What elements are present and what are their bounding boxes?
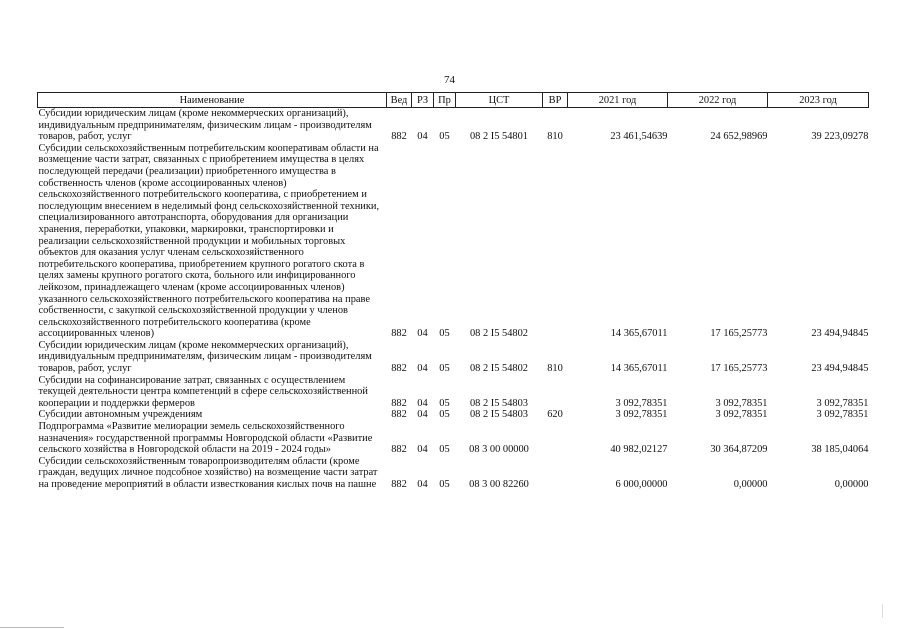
row-vr: [543, 143, 568, 340]
row-2021: 6 000,00000: [615, 479, 668, 490]
header-vr: ВР: [543, 93, 568, 108]
row-pr: 05: [439, 131, 450, 143]
row-cst: 08 2 I5 54802: [469, 328, 528, 340]
header-ved: Вед: [387, 93, 412, 108]
row-name: Субсидии автономным учреждениям: [38, 409, 203, 421]
row-cst: 08 2 I5 54803: [469, 397, 528, 409]
table-row: [38, 409, 869, 421]
row-2022: 3 092,78351: [715, 409, 768, 421]
row-ved: 882: [391, 409, 407, 421]
header-rz: РЗ: [412, 93, 434, 108]
row-2022: 3 092,78351: [715, 397, 768, 409]
row-pr: 05: [439, 409, 450, 421]
row-2022: 30 364,87209: [710, 444, 768, 456]
row-2023: 3 092,78351: [816, 409, 869, 421]
row-name: Субсидии юридическим лицам (кроме некоммерческих организаций), индивидуальным предпринимателям, физическим лицам - производителям товаров, работ, услуг: [38, 108, 372, 143]
table-row: [38, 108, 869, 143]
row-2023: 0,00000: [834, 479, 869, 490]
header-name: Наименование: [38, 93, 387, 108]
row-name: Субсидии юридическим лицам (кроме некоммерческих организаций), индивидуальным предпринимателям, физическим лицам - производителям товаров, работ, услуг: [38, 339, 372, 375]
row-pr: 05: [439, 397, 450, 409]
row-2022: 17 165,25773: [710, 328, 768, 340]
table-row: [38, 143, 869, 340]
row-2021: 14 365,67011: [610, 363, 668, 375]
row-2021: 23 461,54639: [610, 131, 668, 143]
row-pr: 05: [439, 479, 450, 490]
row-cst: 08 2 I5 54801: [469, 131, 528, 143]
header-2022: 2022 год: [668, 93, 768, 108]
row-2021: 3 092,78351: [615, 409, 668, 421]
row-rz: 04: [417, 479, 428, 490]
row-name: Подпрограмма «Развитие мелиорации земель сельскохозяйственного назначения» государственной программы Новгородской области «Развитие сельского хозяйства в Новгородской области на 2019 - 2024 годы»: [38, 421, 373, 456]
table-row: [38, 456, 869, 491]
row-rz: 04: [417, 397, 428, 409]
row-2022: 17 165,25773: [710, 363, 768, 375]
row-rz: 04: [417, 328, 428, 340]
row-2021: 3 092,78351: [615, 397, 668, 409]
row-vr: [543, 456, 568, 491]
table-row: [38, 375, 869, 410]
row-cst: 08 2 I5 54803: [469, 409, 528, 421]
header-cst: ЦСТ: [456, 93, 543, 108]
table-body: [38, 108, 869, 491]
row-pr: 05: [439, 328, 450, 340]
scan-edge-mark: [882, 604, 883, 618]
row-cst: 08 3 00 00000: [469, 444, 529, 456]
row-vr: [543, 375, 568, 410]
row-rz: 04: [417, 363, 428, 375]
table-row: [38, 340, 869, 375]
row-vr: 810: [547, 363, 563, 375]
scan-edge-line: [0, 627, 64, 628]
row-name: Субсидии сельскохозяйственным товаропроизводителям области (кроме граждан, ведущих личное подсобное хозяйство) на возмещение части затрат на проведение мероприятий в области известкования кислых почв на пашне: [38, 455, 378, 490]
row-2023: 39 223,09278: [811, 131, 869, 143]
row-name: Субсидии на софинансирование затрат, связанных с осуществлением текущей деятельности центра компетенций в сфере сельскохозяйственной кооперации и поддержки фермеров: [38, 374, 368, 409]
row-2023: 23 494,94845: [811, 328, 869, 340]
row-rz: 04: [417, 131, 428, 143]
row-cst: 08 2 I5 54802: [469, 363, 528, 375]
header-2023: 2023 год: [768, 93, 869, 108]
header-row: [38, 93, 869, 108]
row-2021: 40 982,02127: [610, 444, 668, 456]
row-ved: 882: [391, 328, 407, 340]
row-name: Субсидии сельскохозяйственным потребительским кооперативам области на возмещение части затрат, связанных с приобретением имущества в целях последующей передачи (реализации) приобретенного имущества в собственность членов (кроме ассоциированных членов) сельскохозяйственного потребительского кооператива, с приобретением и последующим внесением в неделимый фонд сельскохозяйственной техники, специализированного автотранспорта, оборудования для организации хранения, переработки, упаковки, маркировки, транспортировки и реализации сельскохозяйственной продукции и мобильных торговых объектов для оказания услуг членам сельскохозяйственного потребительского кооператива, приобретением крупного рогатого скота в целях замены крупного рогатого скота, больного или инфицированного лейкозом, принадлежащего членам (кроме ассоциированных членов) указанного сельскохозяйственного потребительского кооператива на праве собственности, с закупкой сельскохозяйственной продукции у членов сельскохозяйственного потребительского кооператива (кроме ассоциированных членов): [38, 142, 380, 340]
row-cst: 08 3 00 82260: [469, 479, 529, 490]
row-rz: 04: [417, 444, 428, 456]
table-header: [38, 93, 869, 108]
row-ved: 882: [391, 131, 407, 143]
row-2023: 3 092,78351: [816, 397, 869, 409]
row-pr: 05: [439, 363, 450, 375]
row-vr: 810: [547, 131, 563, 143]
row-ved: 882: [391, 479, 407, 490]
page-number: 74: [444, 74, 455, 86]
row-2022: 24 652,98969: [710, 131, 768, 143]
row-vr: 620: [547, 409, 563, 421]
table-row: [38, 421, 869, 456]
row-pr: 05: [439, 444, 450, 456]
row-2022: 0,00000: [733, 479, 768, 490]
row-2023: 38 185,04064: [811, 444, 869, 456]
header-2021: 2021 год: [568, 93, 668, 108]
row-ved: 882: [391, 397, 407, 409]
row-ved: 882: [391, 444, 407, 456]
row-ved: 882: [391, 363, 407, 375]
row-vr: [543, 421, 568, 456]
row-2021: 14 365,67011: [610, 328, 668, 340]
row-2023: 23 494,94845: [811, 363, 869, 375]
header-pr: Пр: [434, 93, 456, 108]
budget-table: [37, 92, 869, 491]
row-rz: 04: [417, 409, 428, 421]
